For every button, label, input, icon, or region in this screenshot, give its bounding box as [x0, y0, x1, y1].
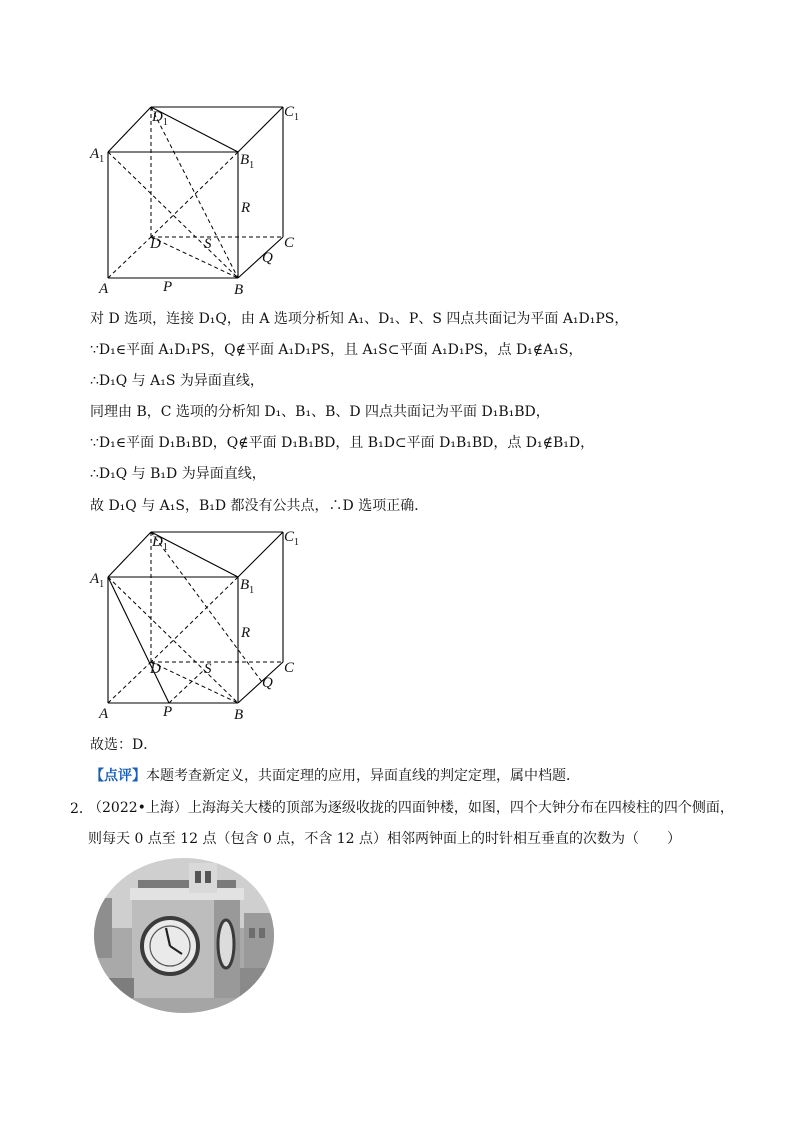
cube-figure-1 [86, 100, 326, 296]
label-C1: $C_1$ [284, 529, 300, 548]
solution-line-7: 故 D₁Q 与 A₁S，B₁D 都没有公共点，∴D 选项正确． [90, 498, 429, 514]
label-R: R [241, 200, 251, 216]
label-P: P [163, 279, 173, 295]
question-line-2: 则每天 0 点至 12 点（包含 0 点，不含 12 点）相邻两钟面上的时针相互垂直的次数为（ ） [88, 831, 682, 847]
label-R: R [241, 625, 251, 641]
question-number: 2． [70, 801, 93, 817]
label-D: D [150, 661, 161, 677]
answer-line: 故选：D． [90, 737, 158, 753]
label-D1: $D_1$ [152, 109, 168, 128]
label-A1: $A_1$ [90, 146, 105, 165]
label-B1: $B_1$ [240, 577, 255, 596]
solution-line-4: 同理由 B，C 选项的分析知 D₁、B₁、B、D 四点共面记为平面 D₁B₁BD， [90, 404, 550, 420]
label-C: C [284, 235, 295, 251]
solution-line-3: ∴D₁Q 与 A₁S 为异面直线， [90, 373, 264, 389]
label-A: A [99, 281, 109, 297]
question-line-1: （2022•上海）上海海关大楼的顶部为逐级收拢的四面钟楼，如图，四个大钟分布在四棱柱的四个侧面， [88, 800, 734, 816]
label-B1: $B_1$ [240, 152, 255, 171]
solution-line-1: 对 D 选项，连接 D₁Q，由 A 选项分析知 A₁、D₁、P、S 四点共面记为平面 A₁D₁PS， [90, 311, 629, 327]
label-B: B [234, 707, 244, 723]
label-S: S [204, 236, 212, 252]
solution-line-5: ∵D₁∈平面 D₁B₁BD，Q∉平面 D₁B₁BD，且 B₁D⊂平面 D₁B₁BD，点 D₁∉B₁D， [90, 435, 595, 451]
label-P: P [163, 704, 173, 720]
label-A1: $A_1$ [90, 571, 105, 590]
label-S: S [204, 661, 212, 677]
label-C1: $C_1$ [284, 104, 300, 123]
label-Q: Q [262, 250, 273, 266]
clock-tower-photo [94, 858, 274, 1013]
label-D: D [150, 236, 161, 252]
label-B: B [234, 282, 244, 298]
comment-text: 本题考查新定义，共面定理的应用，异面直线的判定定理，属中档题． [146, 768, 580, 784]
label-C: C [284, 660, 295, 676]
solution-line-2: ∵D₁∈平面 A₁D₁PS，Q∉平面 A₁D₁PS，且 A₁S⊂平面 A₁D₁PS，点 D₁∉A₁S， [90, 342, 583, 358]
label-Q: Q [262, 675, 273, 691]
label-D1: $D_1$ [152, 534, 168, 553]
label-A: A [99, 706, 109, 722]
comment-line [90, 766, 580, 786]
comment-tag: 【点评】 [90, 768, 146, 784]
cube-figure-2 [86, 525, 326, 721]
solution-line-6: ∴D₁Q 与 B₁D 为异面直线， [90, 466, 266, 482]
